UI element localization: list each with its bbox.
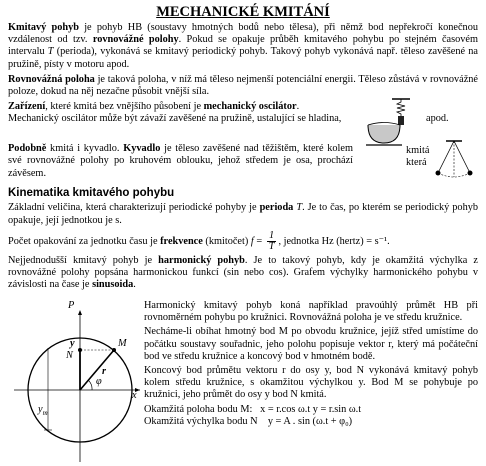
formula-displacement: Okamžitá výchylka bodu N y = A . sin (ω.t + φ₀): [144, 415, 353, 427]
right-paragraph-2: Necháme-li obíhat hmotný bod M po obvodu kružnice, jejíž střed umístíme do počátku soustavy souřadnic, jeho polohu popisuje vektor r, který má počáteční bod ve středu kružnice a koncový bod v hmotném bodě.: [144, 326, 478, 362]
pendulum-icon: [426, 139, 482, 183]
frequency-paragraph: Počet opakování za jednotku času je frekvence (kmitočet) f = $\frac{1}{T}$ , jednotka Hz (hertz) = s⁻¹.: [8, 229, 390, 252]
period-paragraph: Základní veličina, která charakterizují periodické pohyby je perioda T. Je to čas, po kterém se periodický pohyb opakuje, její jednotkou je s.: [8, 202, 479, 226]
formula-position: Okamžitá poloha bodu M: x = r.cos ω.t y = r.sin ω.t: [144, 403, 362, 415]
figure-label-y: y: [70, 338, 75, 349]
oscillator-apod: apod.: [426, 113, 449, 125]
equilibrium-paragraph: Rovnovážná poloha je taková poloha, v níž má těleso nejmenší potenciální energii. Těleso zůstává v rovnovážné poloze, dokud na něj nezačne působit vnější síla.: [8, 73, 478, 98]
figure-label-N: N: [66, 350, 73, 361]
figure-label-phi: φ: [96, 376, 102, 387]
section-title: Kinematika kmitavého pohybu: [8, 187, 175, 200]
oscillator-block: [8, 101, 478, 141]
figure-label-P: P: [68, 300, 75, 311]
page-title: MECHANICKÉ KMITÁNÍ: [156, 4, 330, 20]
figure-label-r: r: [102, 366, 107, 377]
harmonic-paragraph: Nejjednodušší kmitavý pohyb je harmonický pohyb. Je to takový pohyb, kdy je okamžitá výchylka z rovnovážné polohy popsána harmonickou funkcí (sin nebo cos). Grafem výchylky harmonického pohybu v závislosti na čase je sinusoida.: [8, 254, 478, 291]
circular-motion-figure: [8, 302, 142, 464]
frequency-fraction: $\frac{1}{T}$: [268, 229, 275, 252]
pendulum-side-word-1: kmitá: [406, 145, 430, 157]
right-paragraph-3: Koncový bod průmětu vektoru r do osy y, bod N vykonává kmitavý pohyb kolem středu kružnice, s okamžitou výchylkou y. Bod M se pohybuje po kružnici, jeho průmět do osy y bod N kmitá.: [144, 365, 478, 401]
right-paragraph-1: Harmonický kmitavý pohyb koná například pravoúhlý průmět HB při rovnoměrném pohybu po kružnici. Rovnovážná poloha je ve středu kružnice.: [144, 300, 478, 324]
pendulum-block: [8, 143, 478, 181]
right-column: [144, 300, 478, 428]
intro-paragraph: Kmitavý pohyb je pohyb HB (soustavy hmotných bodů nebo tělesa), při němž bod nepřekročí konečnou vzdálenost od tzv. rovnovážné polohy. Pokud se opakuje průběh kmitavého pohybu po stejném časovém intervalu T (perioda), vykonává se kmitavý periodický pohyb. Takový pohyb vykonává např. těleso zavěšené na pružině, písty v motoru apod.: [8, 22, 478, 70]
term-kmitavy-pohyb: Kmitavý pohyb: [8, 22, 79, 33]
pendulum-side-word-2: která: [406, 157, 427, 169]
figure-label-ym: $y_m$: [38, 404, 48, 418]
oscillator-paragraph: Zařízení, které kmitá bez vnějšího působení je mechanický oscilátor. Mechanický oscilátor může být závaží zavěšené na pružině, ustalující se hladina,: [8, 101, 342, 125]
pendulum-paragraph: Podobně kmitá i kyvadlo. Kyvadlo je těleso zavěšené nad těžištěm, které kolem své rovnovážné polohy po kruhovém oblouku, jehož středem je osa, prochází závěsem.: [8, 143, 353, 179]
figure-label-M: M: [118, 338, 127, 349]
figure-label-x: x: [132, 390, 137, 401]
